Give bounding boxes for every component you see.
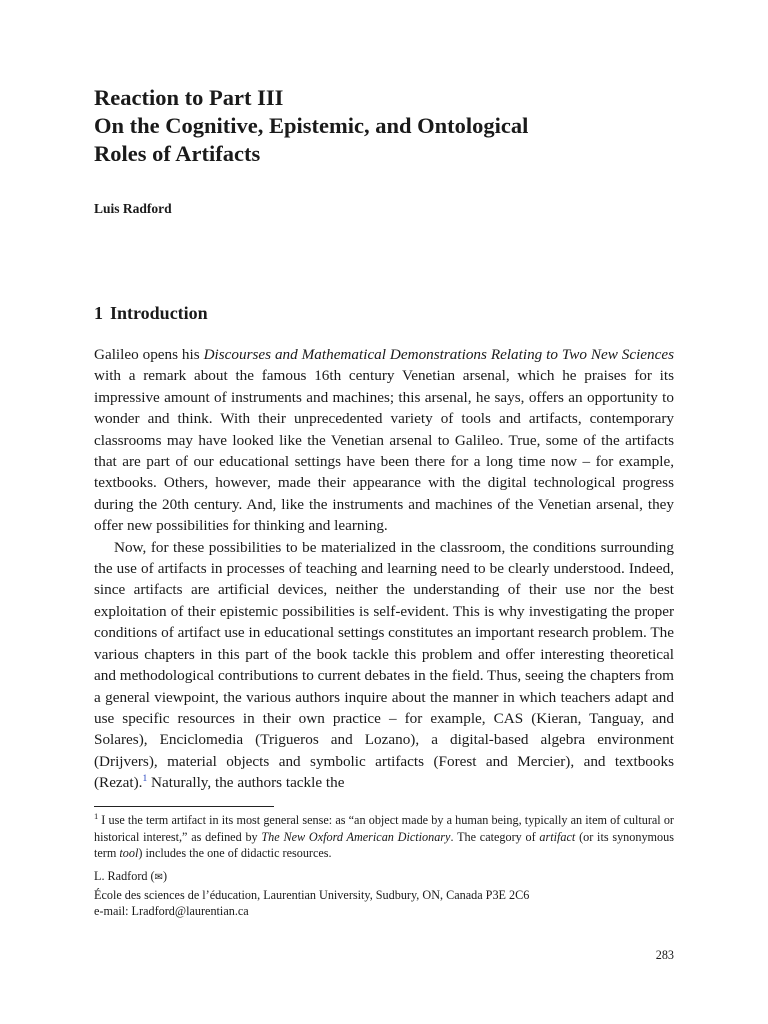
author-short-name: L. Radford ( — [94, 869, 155, 883]
footnote-number: 1 — [94, 810, 99, 821]
italic-term: tool — [119, 846, 139, 860]
text-run: I use the term artifact in its most general sense: as “an object made by a human being, typically an item of cultural or historical interest,” as defined by — [94, 813, 674, 844]
text-run: (or its synonymous term — [94, 829, 674, 860]
footnote — [94, 812, 674, 862]
footnote-reference-link[interactable]: 1 — [142, 774, 148, 785]
chapter-title — [94, 84, 674, 168]
text-run: with a remark about the famous 16th century Venetian arsenal, which he praises for its impressive amount of instruments and machines; this arsenal, he says, offers an opportunity to wonder and think. With their unprecedented variety of tools and artifacts, contemporary classrooms may have looked like the Venetian arsenal to Galileo. True, some of the artifacts that are part of our educational settings have been there for a long time now – for example, textbooks. Others, however, made their appearance with the digital technological progress during the 20th century. And, like the instruments and machines of the Venetian arsenal, they offer new possibilities for thinking and learning. — [94, 367, 674, 535]
section-heading — [94, 303, 674, 324]
text-run: Naturally, the authors tackle the — [147, 774, 345, 792]
section-number: 1 — [94, 303, 103, 323]
dictionary-title-italic: The New Oxford American Dictionary — [261, 829, 451, 844]
institution-line: École des sciences de l’éducation, Laurentian University, Sudbury, ON, Canada P3E 2C6 — [94, 887, 530, 902]
email-line[interactable]: e-mail: Lradford@laurentian.ca — [94, 904, 249, 918]
text-run: Now, for these possibilities to be materialized in the classroom, the conditions surrounding the use of artifacts in processes of teaching and learning need to be clearly understood. Indeed, since artifacts are artificial devices, neither the understanding of their use nor the best exploitation of their epistemic possibilities is self-evident. This is why investigating the proper conditions of artifact use in educational settings constitutes an important research problem. The various chapters in this part of the book tackle this problem and offer interesting theoretical and methodological contributions to current debates in the field. Thus, seeing the chapters from a general viewpoint, the various authors inquire about the manner in which teachers adapt and use specific resources in their own practice – for example, CAS (Kieran, Tanguay, and Solares), Enciclomedia (Trigueros and Lozano), a digital-based algebra environment (Drijvers), material objects and symbolic artifacts (Forest and Mercier), and textbooks (Rezat). — [94, 538, 674, 792]
text-run: ) includes the one of didactic resources. — [138, 846, 332, 860]
title-line-1: Reaction to Part III — [94, 85, 284, 110]
text-run: . The category of — [450, 829, 540, 844]
page-body — [94, 84, 674, 794]
italic-term: artifact — [539, 829, 576, 844]
author-name: Luis Radford — [94, 201, 172, 216]
title-line-2: On the Cognitive, Epistemic, and Ontological — [94, 113, 529, 138]
title-line-3: Roles of Artifacts — [94, 141, 261, 166]
paragraph-1 — [94, 344, 674, 537]
text-run: Galileo opens his — [94, 346, 204, 363]
text-run: ) — [162, 869, 168, 883]
envelope-icon: ✉ — [154, 872, 163, 883]
section-title: Introduction — [110, 303, 208, 323]
footnote-divider — [94, 806, 274, 807]
page-number: 283 — [655, 948, 674, 962]
author-affiliation — [94, 868, 674, 920]
affiliation-name-line — [94, 868, 674, 887]
paragraph-2 — [94, 537, 674, 794]
body-text — [94, 344, 674, 794]
book-title-italic: Discourses and Mathematical Demonstrations Relating to Two New Sciences — [203, 346, 675, 363]
